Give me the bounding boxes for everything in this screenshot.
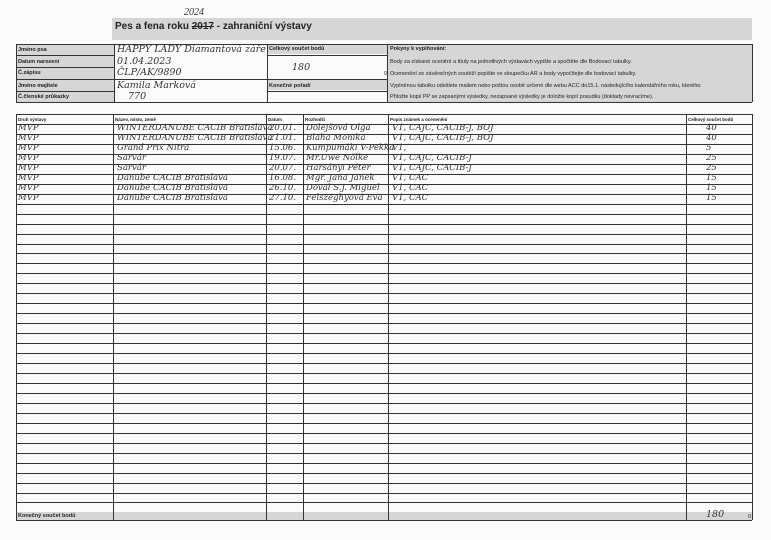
row-line	[16, 224, 752, 225]
row-line	[16, 383, 752, 384]
points-cell: 25	[706, 163, 717, 173]
row-line	[16, 244, 752, 245]
column-line	[303, 114, 304, 520]
column-line	[113, 114, 114, 520]
show-name-cell: Danube CACIB Bratislava	[117, 173, 228, 183]
column-line	[266, 114, 267, 520]
points-cell: 40	[706, 123, 717, 133]
judge-cell: Harsányi Péter	[306, 163, 371, 173]
row-line	[16, 214, 752, 215]
date-cell: 15.06.	[269, 143, 297, 153]
total-points-value: 180	[292, 62, 311, 73]
birth-date-value: 01.04.2023	[117, 56, 172, 67]
owner-value: Kamila Marková	[117, 80, 196, 91]
birth-date-label: Datum narození	[18, 59, 60, 65]
row-line	[16, 253, 752, 254]
show-type-cell: MVP	[18, 183, 39, 193]
title-after: - zahraniční výstavy	[213, 21, 312, 32]
row-line	[16, 273, 752, 274]
grades-cell: V1, CAC	[392, 193, 429, 203]
date-cell: 20.01.	[269, 123, 297, 133]
date-cell: 19.07.	[269, 153, 297, 163]
show-type-cell: MVP	[18, 123, 39, 133]
row-line	[16, 283, 752, 284]
column-header: Rozhodčí	[305, 117, 326, 122]
show-type-cell: MVP	[18, 143, 39, 153]
row-line	[16, 204, 752, 205]
row-line	[16, 234, 752, 235]
date-cell: 21.01.	[269, 133, 297, 143]
judge-cell: Felszeghyová Eva	[306, 193, 383, 203]
column-line	[16, 114, 17, 520]
row-line	[16, 473, 752, 474]
owner-label: Jméno majitele	[18, 83, 58, 89]
column-header: Druh výstavy	[18, 117, 47, 122]
show-type-cell: MVP	[18, 153, 39, 163]
row-line	[16, 323, 752, 324]
row-line	[16, 453, 752, 454]
points-cell: 15	[706, 183, 717, 193]
grades-cell: V1,	[392, 143, 407, 153]
table-bottom-border	[16, 520, 752, 521]
show-name-cell: WINTERDANUBE CACIB Bratislava	[117, 133, 273, 143]
member-label: Č.členské průkazky	[18, 94, 70, 100]
row-line	[16, 423, 752, 424]
column-line	[686, 114, 687, 520]
footer-zero: 0	[748, 514, 752, 520]
instruction-line: Ocenenění ze závěrečných soutěží popište ve sloupečku AR a body vypočítejte dle bodovací tabulky.	[390, 71, 637, 77]
date-cell: 16.08.	[269, 173, 297, 183]
row-line	[16, 393, 752, 394]
show-name-cell: Danube CACIB Bratislava	[117, 183, 228, 193]
points-cell: 40	[706, 133, 717, 143]
judge-cell: Kumpumäki V-Pekka	[306, 143, 395, 153]
judge-cell: Dolejšová Olga	[306, 123, 371, 133]
grades-cell: V1, CAJC, CACIB-J	[392, 163, 472, 173]
member-value: 770	[128, 91, 147, 102]
row-line	[16, 293, 752, 294]
registry-value: ČLP/AK/9890	[117, 67, 182, 78]
show-type-cell: MVP	[18, 163, 39, 173]
table-top-border	[16, 114, 752, 115]
column-header: Název, místo, země	[115, 117, 156, 122]
points-cell: 15	[706, 173, 717, 183]
points-cell: 5	[706, 143, 712, 153]
row-line	[16, 502, 752, 503]
row-line	[16, 373, 752, 374]
row-line	[16, 413, 752, 414]
column-line	[752, 114, 753, 520]
show-name-cell: WINTERDANUBE CACIB Bratislava	[117, 123, 273, 133]
row-line	[16, 313, 752, 314]
registry-label: Č.zápisu	[18, 70, 41, 76]
row-line	[16, 483, 752, 484]
page-title	[115, 21, 312, 32]
instruction-line: Přiložte kopii PP se zapsanými výsledky, nezapsané výsledky je doložte kopií posudku (doklady nevracíme).	[390, 94, 654, 100]
points-cell: 15	[706, 193, 717, 203]
judge-cell: Doval S.J. Miguel	[306, 183, 380, 193]
title-before: Pes a fena roku	[115, 21, 192, 32]
grades-cell: V1, CAJC, CACIB-J, BOJ	[392, 133, 494, 143]
show-type-cell: MVP	[18, 193, 39, 203]
instructions-title: Pokyny k vyplňování:	[390, 46, 447, 52]
show-type-cell: MVP	[18, 133, 39, 143]
side-zero: 0	[384, 71, 388, 77]
date-cell: 26.10.	[269, 183, 297, 193]
column-line	[388, 114, 389, 520]
column-header: Celkový součet bodů	[688, 117, 734, 122]
judge-cell: Mr.Uwe Nölke	[306, 153, 369, 163]
show-type-cell: MVP	[18, 173, 39, 183]
final-rank-label: Konečné pořadí	[269, 83, 311, 89]
row-line	[16, 463, 752, 464]
show-name-cell: Danube CACIB Bratislava	[117, 193, 228, 203]
year-note: 2024	[184, 7, 204, 18]
total-points-label: Celkový součet bodů	[269, 46, 325, 52]
footer-label: Konečný součet bodů	[18, 513, 76, 519]
footer-total: 180	[706, 509, 725, 520]
row-line	[16, 363, 752, 364]
row-line	[16, 333, 752, 334]
judge-cell: Blaha Monika	[306, 133, 366, 143]
instruction-line: Vyplněnou tabulku odešlete mailem nebo poštou osobě určené dle webu ACC do15.1. následujícího kalendářního roku, kterého	[390, 83, 701, 89]
row-line	[16, 343, 752, 344]
show-name-cell: Sarvár	[117, 153, 146, 163]
show-name-cell: Grand Prix Nitra	[117, 143, 190, 153]
date-cell: 20.07.	[269, 163, 297, 173]
dog-name-value: HAPPY LADY Diamantová záře	[117, 44, 266, 55]
row-line	[16, 263, 752, 264]
title-struck-year: 2017	[191, 21, 214, 32]
grades-cell: V1, CAJC, CACIB-J, BOJ	[392, 123, 494, 133]
row-line	[16, 303, 752, 304]
row-line	[16, 403, 752, 404]
grades-cell: V1, CAC	[392, 173, 429, 183]
column-header: Datum	[268, 117, 283, 122]
dog-name-label: Jméno psa	[18, 47, 47, 53]
date-cell: 27.10.	[269, 193, 297, 203]
points-cell: 25	[706, 153, 717, 163]
row-line	[16, 353, 752, 354]
judge-cell: Mgr. Jana Janek	[306, 173, 375, 183]
column-header: Popis známek a ocenenění	[390, 117, 448, 122]
instruction-line: Body za získané ocenění a tituly na jednotlivých výstavách vypište a spočtěte dle Bodovací tabulky.	[390, 59, 632, 65]
show-name-cell: Sarvár	[117, 163, 146, 173]
grades-cell: V1, CAJC, CACIB-J	[392, 153, 472, 163]
row-line	[16, 443, 752, 444]
grades-cell: V1, CAC	[392, 183, 429, 193]
row-line	[16, 493, 752, 494]
row-line	[16, 433, 752, 434]
footer-band	[16, 512, 752, 520]
